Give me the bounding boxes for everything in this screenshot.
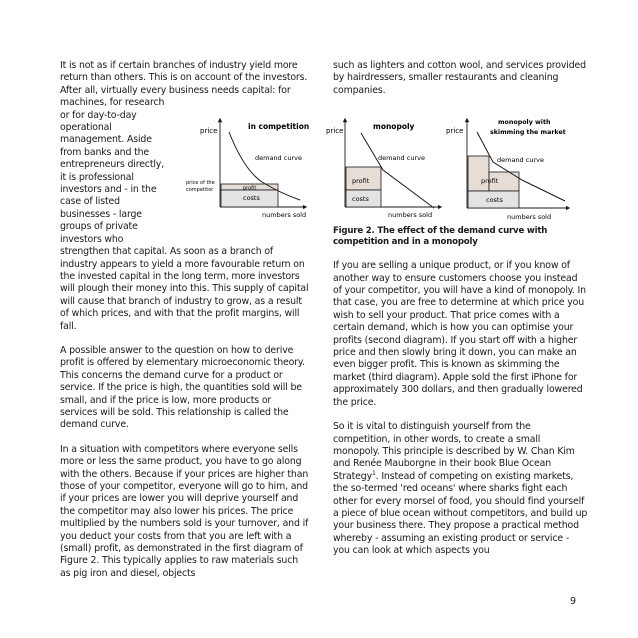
diagram-competition bbox=[186, 120, 309, 219]
x-axis-label: numbers sold bbox=[388, 211, 433, 219]
text-continuation: strengthen that capital. As soon as a branch of industry appears to yield a more favourable return on the invested capital in the long term, more investors will plough their money into this. This supply of capital will cause that branch of industry to grow, as a result of which prices, and with that the profit margins, will fall. bbox=[60, 246, 309, 332]
x-axis-label: numbers sold bbox=[507, 213, 552, 221]
paragraph-demand-curve: A possible answer to the question on how to derive profit is offered by elementary microeconomic theory. This concerns the demand curve for a product or service. If the price is high, the quantities sold will be small, and if the price is low, more products or services will be sold. This relationship is called the demand curve. bbox=[60, 344, 305, 431]
footnote-marker: 1 bbox=[371, 469, 376, 477]
profit-label: profit bbox=[481, 177, 499, 185]
text-line: After all, virtually every business needs capital: for bbox=[60, 84, 291, 96]
text-line: return than others. This is on account of the investors. bbox=[60, 72, 308, 84]
price-label: price of the bbox=[186, 180, 215, 186]
paragraph-competitors: In a situation with competitors where everyone sells more or less the same product, you have to go along with the others. Because if your prices are higher than those of your competitor, everyone will go to him, and if your prices are lower you will deprive yourself and the competitor may also lower his prices. The price multiplied by the numbers sold is your turnover, and if you deduct your costs from that you are left with a (small) profit, as demonstrated in the first diagram of Figure 2. This typically applies to raw materials such as pig iron and diesel, objects bbox=[60, 443, 309, 579]
curve-label: demand curve bbox=[497, 156, 544, 164]
diagram-skimming bbox=[446, 119, 568, 221]
y-axis-label: price bbox=[200, 127, 218, 135]
text-part: . Instead of competing on existing markets, the so-termed 'red oceans' where sharks fight each other for every morsel of food, you should find yourself a piece of blue ocean without competitors, and build up your business there. They propose a practical method whereby - assuming an existing product or service - you can look at which aspects you bbox=[333, 470, 588, 557]
diagram-title: skimming the market bbox=[490, 129, 566, 136]
costs-label: costs bbox=[352, 195, 369, 203]
page-number: 9 bbox=[570, 596, 577, 607]
diagram-title: in competition bbox=[248, 122, 310, 131]
profit-label: profit bbox=[352, 177, 370, 185]
text-wrap-around-figure: machines, for research or for day-to-day operational management. Aside from banks and the entrepreneurs directly, it is professional investors and - in the case of listed businesses - large groups of private investors who bbox=[60, 97, 165, 245]
y-axis-label: price bbox=[326, 127, 344, 135]
price-label: competitor bbox=[186, 187, 214, 193]
curve-label: demand curve bbox=[255, 154, 302, 162]
x-axis-label: numbers sold bbox=[262, 211, 307, 219]
profit-label: profit bbox=[243, 185, 257, 192]
text-line: It is not as if certain branches of industry yield more bbox=[60, 60, 298, 71]
costs-label: costs bbox=[486, 196, 503, 204]
y-axis-label: price bbox=[446, 127, 464, 135]
profit-area bbox=[468, 156, 489, 191]
costs-label: costs bbox=[243, 194, 260, 202]
curve-label: demand curve bbox=[378, 154, 425, 162]
diagram-title: monopoly with bbox=[498, 119, 551, 126]
text-part: So it is vital to distinguish yourself from the competition, in other words, to create a small monopoly. This principle is described by W. Chan Kim and Renée Mauborgne in their book Blue Ocean Strategy bbox=[333, 421, 575, 482]
diagram-monopoly bbox=[326, 120, 440, 219]
figure-caption: Figure 2. The effect of the demand curve with competition and in a monopoly bbox=[333, 226, 548, 248]
paragraph-monopoly: If you are selling a unique product, or if you know of another way to ensure customers choose you instead of your competitor, you will have a kind of monopoly. In that case, you are free to determine at which price you wish to sell your product. That price comes with a certain demand, which is how you can optimise your profits (second diagram). If you start off with a higher price and then slowly bring it down, you can make an even bigger profit. This is known as skimming the market (third diagram). Apple sold the first iPhone for approximately 300 dollars, and then gradually lowered the price. bbox=[333, 260, 586, 408]
diagram-title: monopoly bbox=[373, 122, 415, 131]
paragraph-examples: such as lighters and cotton wool, and services provided by hairdressers, smaller restaurants and cleaning companies. bbox=[333, 60, 586, 96]
